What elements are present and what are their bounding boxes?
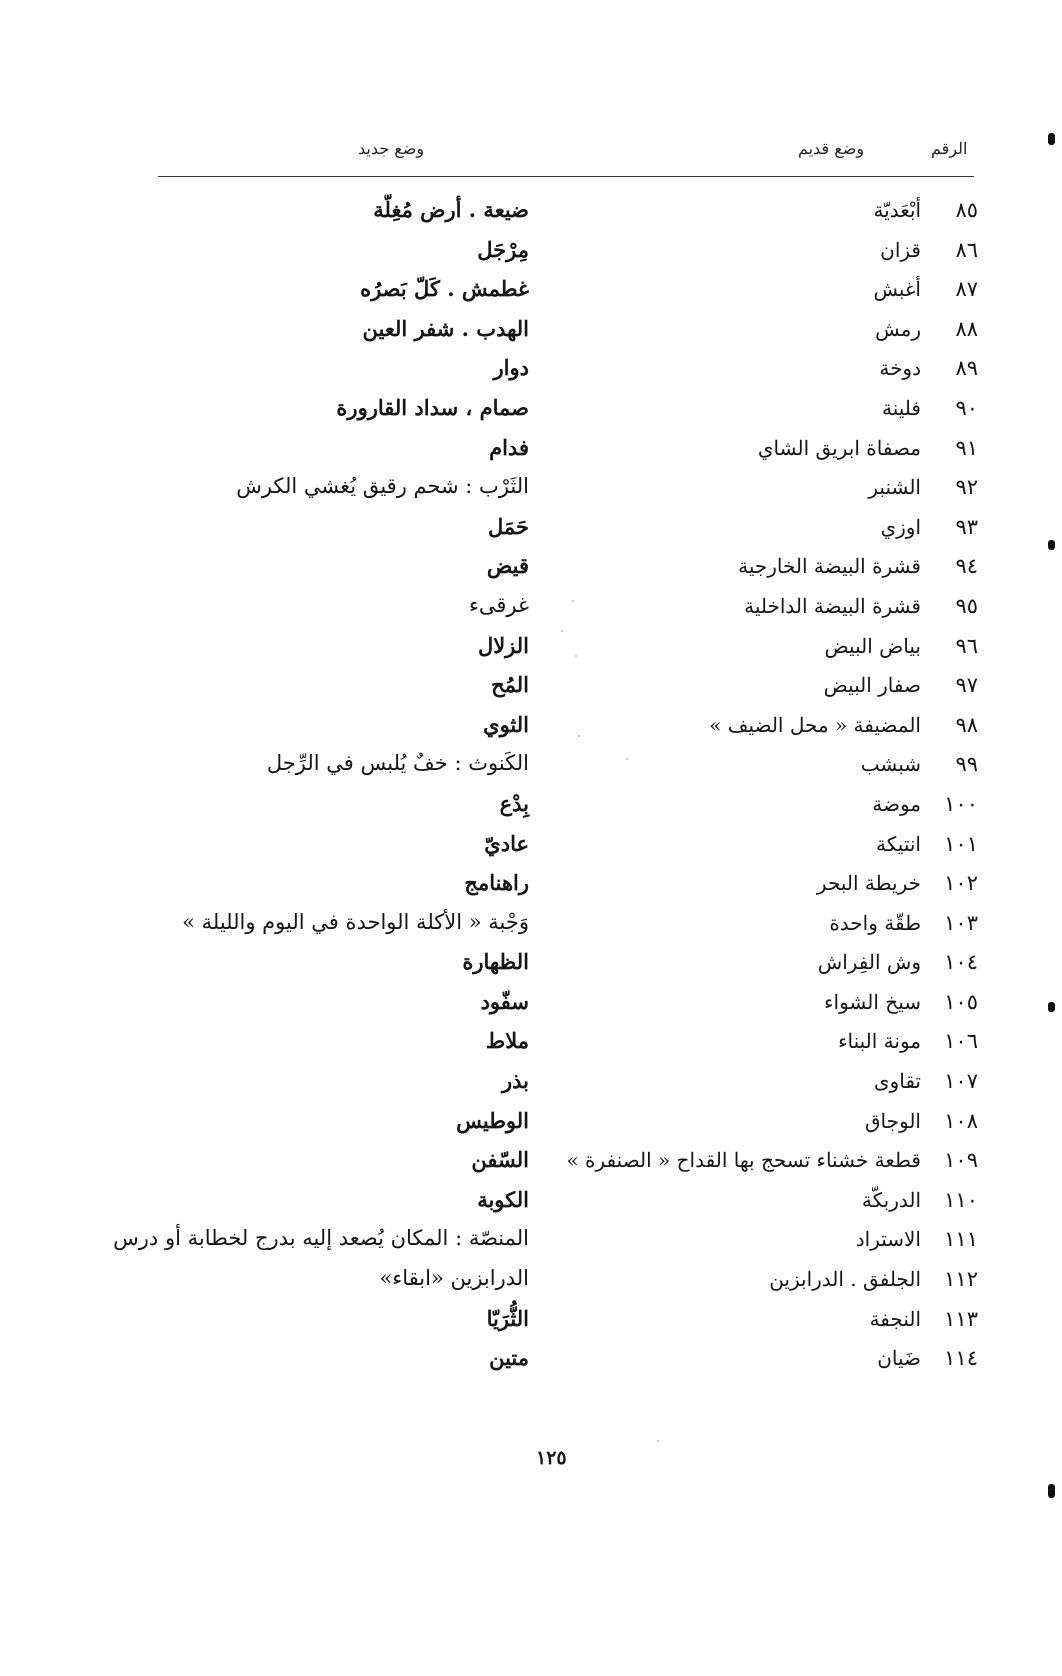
entry-number: ٨٦ [955, 237, 978, 262]
new-term: بِدْع [499, 790, 529, 816]
entry-number: ٩٣ [955, 514, 978, 539]
entry-number: ٨٥ [955, 198, 978, 222]
new-term: ملاط [485, 1028, 529, 1054]
old-term: النجفة [869, 1306, 921, 1331]
paper-speck [575, 655, 577, 657]
table-row [0, 390, 1062, 430]
table-row [0, 1301, 1062, 1341]
paper-speck [626, 758, 628, 760]
table-row [0, 1221, 1062, 1261]
new-term: الثَرْب : شحم رقيق يُغشي الكرش [236, 474, 529, 499]
old-term: دوخة [879, 356, 921, 381]
entry-number: ٨٨ [955, 316, 978, 341]
new-term: الزلال [477, 632, 529, 658]
table-row [0, 509, 1062, 549]
old-term: الوجاق [865, 1108, 921, 1133]
column-header-number: الرقم [931, 139, 968, 158]
old-term: أغبش [873, 277, 921, 302]
old-term: مصفاة ابريق الشاي [757, 435, 921, 460]
new-term: الكوبة [477, 1186, 529, 1212]
table-row [0, 944, 1062, 984]
table-row [0, 826, 1062, 866]
table-row [0, 746, 1062, 786]
table-row [0, 1023, 1062, 1063]
new-term: دوار [493, 355, 529, 381]
old-term: أبْعَديّة [873, 198, 921, 222]
entry-number: ٩٨ [955, 712, 978, 737]
table-row [0, 1103, 1062, 1143]
paper-speck [561, 630, 563, 632]
entry-number: ٩٦ [955, 633, 978, 658]
old-term: قشرة البيضة الداخلية [744, 593, 921, 618]
new-term: الوطيس [456, 1107, 529, 1133]
new-term: السّفن [471, 1147, 529, 1173]
old-term: خريطة البحر [816, 871, 921, 896]
new-term: عاديّ [484, 830, 529, 856]
old-term: قطعة خشناء تسحج بها القداح « الصنفرة » [566, 1148, 921, 1173]
margin-mark [1048, 1484, 1055, 1498]
old-term: طقّة واحدة [829, 910, 921, 935]
entry-number: ١٠٥ [944, 989, 978, 1014]
table-row [0, 786, 1062, 826]
new-term: المنصّة : المكان يُصعد إليه بدرج لخطابة أو درس [113, 1226, 529, 1251]
entry-number: ١١٤ [944, 1346, 978, 1371]
new-term: صمام ، سداد القارورة [336, 394, 529, 420]
entry-number: ٨٩ [955, 356, 978, 381]
paper-speck [657, 1440, 659, 1442]
entry-number: ١٠٦ [944, 1029, 978, 1054]
old-term: اوزي [880, 514, 921, 539]
old-term: قشرة البيضة الخارجية [738, 554, 921, 579]
margin-mark [1048, 133, 1055, 145]
table-row [0, 1261, 1062, 1301]
margin-mark [1048, 540, 1055, 550]
table-row [0, 350, 1062, 390]
table-row [0, 628, 1062, 668]
table-row [0, 430, 1062, 470]
table-row [0, 1182, 1062, 1222]
old-term: صفار البيض [823, 673, 921, 698]
new-term: الظهارة [462, 949, 529, 975]
entry-number: ١١٠ [944, 1187, 978, 1212]
column-header-new-term: وضع جديد [358, 139, 425, 158]
entry-number: ١٠٠ [944, 791, 978, 816]
new-term: قيض [486, 553, 529, 579]
table-row [0, 271, 1062, 311]
new-term: الكَنوث : خفٌ يُلبس في الرِّجل [266, 751, 529, 776]
term-table [0, 192, 1062, 1380]
table-row [0, 469, 1062, 509]
entry-number: ١٠٨ [944, 1108, 978, 1133]
entry-number: ٩١ [955, 435, 978, 460]
new-term: فدام [489, 434, 529, 460]
new-term: مِرْجَل [477, 236, 529, 262]
paper-speck [572, 600, 574, 602]
old-term: رمش [875, 316, 921, 341]
new-term: سفّود [480, 988, 529, 1014]
old-term: الاستراد [855, 1227, 921, 1252]
table-row [0, 1063, 1062, 1103]
entry-number: ٩٥ [955, 593, 978, 618]
old-term: وش الفِراش [817, 950, 921, 975]
new-term: حَمَل [487, 513, 529, 539]
old-term: شبشب [860, 752, 921, 777]
old-term: المضيفة « محل الضيف » [709, 712, 921, 737]
table-row [0, 905, 1062, 945]
entry-number: ١٠٣ [944, 910, 978, 935]
paper-speck [578, 735, 580, 737]
entry-number: ٩٤ [955, 554, 978, 579]
entry-number: ٩٢ [955, 475, 978, 500]
old-term: قزان [880, 237, 921, 262]
new-term: المُح [491, 672, 529, 698]
new-term: راهنامج [464, 870, 529, 896]
entry-number: ١١١ [944, 1227, 978, 1252]
entry-number: ١٠١ [944, 831, 978, 856]
table-row [0, 311, 1062, 351]
table-row [0, 588, 1062, 628]
old-term: الشنبر [868, 475, 921, 500]
old-term: فلينة [882, 395, 921, 420]
table-row [0, 667, 1062, 707]
old-term: انتيكة [876, 831, 921, 856]
old-term: بياض البيض [824, 633, 921, 658]
page-number: ١٢٥ [536, 1447, 567, 1469]
table-row [0, 192, 1062, 232]
entry-number: ١٠٢ [944, 871, 978, 896]
table-row [0, 984, 1062, 1024]
new-term: الدرابزين «ابقاء» [379, 1266, 529, 1291]
table-row [0, 548, 1062, 588]
table-row [0, 865, 1062, 905]
new-term: الثُّرَيّا [486, 1305, 529, 1331]
entry-number: ١١٢ [944, 1267, 978, 1292]
old-term: ضَيان [877, 1346, 921, 1371]
entry-number: ٩٧ [955, 673, 978, 698]
new-term: غرقىء [469, 592, 529, 617]
table-row [0, 1142, 1062, 1182]
entry-number: ٨٧ [955, 277, 978, 302]
table-row [0, 232, 1062, 272]
table-row [0, 707, 1062, 747]
new-term: ضيعة . أرض مُغِلّة [373, 197, 529, 222]
table-row [0, 1340, 1062, 1380]
entry-number: ١٠٤ [944, 950, 978, 975]
entry-number: ١٠٩ [944, 1148, 978, 1173]
old-term: موضة [872, 791, 921, 816]
new-term: غطمش . كَلّ بَصرُه [360, 276, 529, 302]
old-term: مونة البناء [838, 1029, 921, 1054]
old-term: الدربكّة [861, 1187, 921, 1212]
new-term: الثوي [483, 711, 529, 737]
margin-mark [1048, 1002, 1055, 1012]
header-divider [158, 176, 974, 177]
new-term: بذر [501, 1068, 529, 1094]
entry-number: ١٠٧ [944, 1069, 978, 1094]
old-term: سيخ الشواء [824, 989, 921, 1014]
column-header-old-term: وضع قديم [798, 139, 865, 158]
new-term: وَجْبة « الأكلة الواحدة في اليوم والليلة » [182, 909, 529, 934]
new-term: الهدب . شفر العين [362, 315, 529, 341]
new-term: متين [489, 1345, 529, 1371]
old-term: تقاوى [873, 1069, 921, 1094]
entry-number: ١١٣ [944, 1306, 978, 1331]
old-term: الجلفق . الدرابزين [769, 1267, 921, 1292]
entry-number: ٩٩ [955, 752, 978, 777]
entry-number: ٩٠ [955, 395, 978, 420]
